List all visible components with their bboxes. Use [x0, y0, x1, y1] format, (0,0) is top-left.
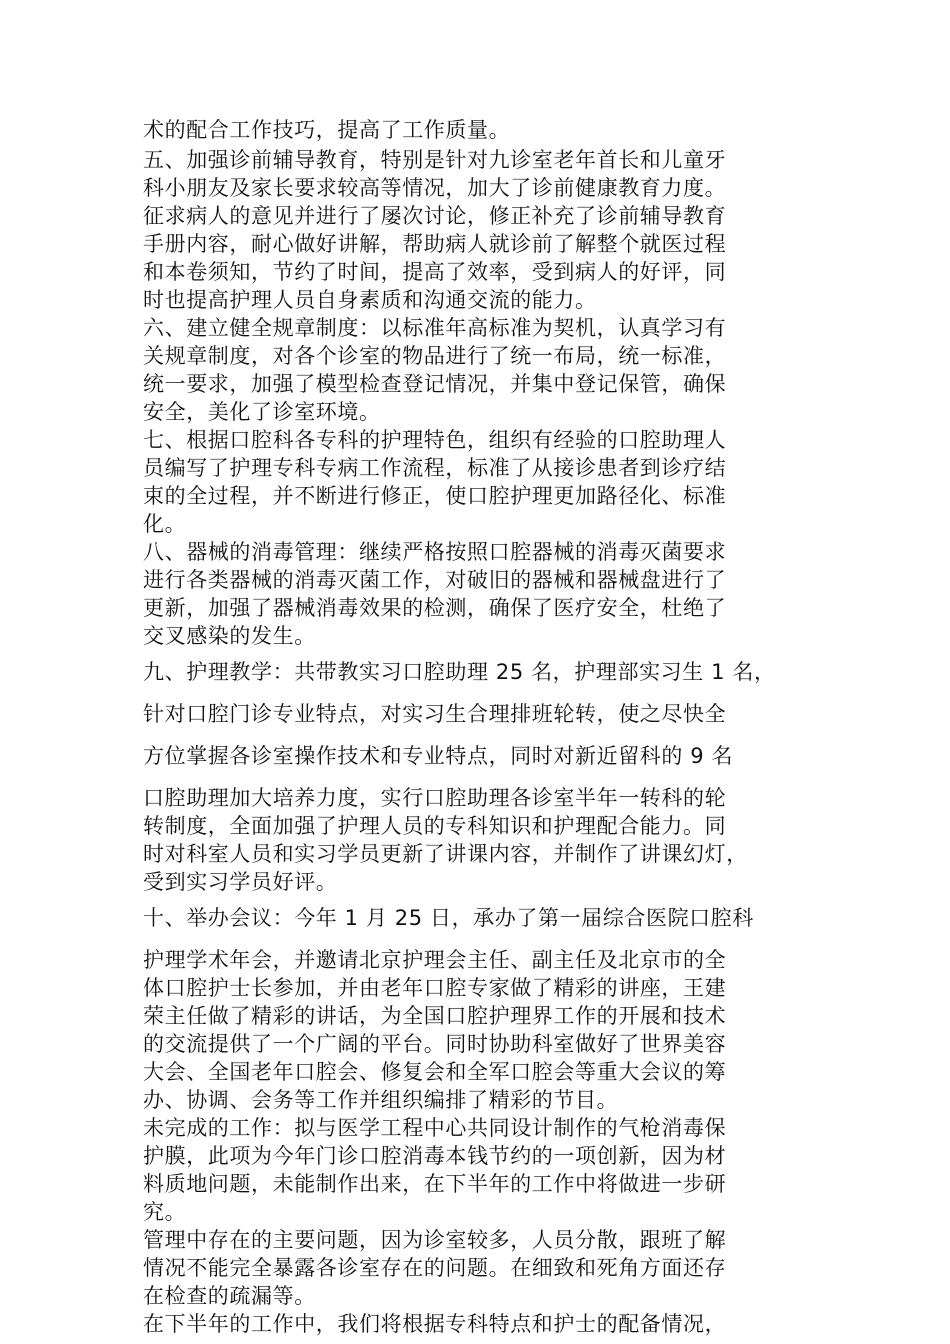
text-line: 未完成的工作：拟与医学工程中心共同设计制作的气枪消毒保	[143, 1116, 727, 1140]
text-line: 七、根据口腔科各专科的护理特色，组织有经验的口腔助理人	[143, 428, 727, 452]
text-line: 关规章制度，对各个诊室的物品进行了统一布局，统一标准，	[143, 344, 727, 368]
text-line: 护膜，此项为今年门诊口腔消毒本钱节约的一项创新，因为材	[143, 1144, 727, 1168]
text-line: 在检查的疏漏等。	[143, 1284, 316, 1308]
text-line: 束的全过程，并不断进行修正，使口腔护理更加路径化、标准	[143, 484, 727, 508]
text-line: 五、加强诊前辅导教育，特别是针对九诊室老年首长和儿童牙	[143, 148, 727, 172]
text-line: 术的配合工作技巧，提高了工作质量。	[143, 118, 511, 142]
text-line: 统一要求，加强了模型检查登记情况，并集中登记保管，确保	[143, 372, 727, 396]
text-line: 的交流提供了一个广阔的平台。同时协助科室做好了世界美容	[143, 1032, 727, 1056]
text-line: 和本卷须知，节约了时间，提高了效率，受到病人的好评，同	[143, 260, 727, 284]
text-line: 护理学术年会，并邀请北京护理会主任、副主任及北京市的全	[143, 948, 727, 972]
text-line: 员编写了护理专科专病工作流程，标准了从接诊患者到诊疗结	[143, 456, 727, 480]
text-line: 八、器械的消毒管理：继续严格按照口腔器械的消毒灭菌要求	[143, 540, 727, 564]
text-line: 更新，加强了器械消毒效果的检测，确保了医疗安全，杜绝了	[143, 596, 727, 620]
text-line: 交叉感染的发生。	[143, 624, 316, 648]
text-line: 十、举办会议：今年 1 月 25 日，承办了第一届综合医院口腔科	[143, 906, 754, 930]
text-line: 大会、全国老年口腔会、修复会和全军口腔会等重大会议的筹	[143, 1060, 727, 1084]
text-line: 口腔助理加大培养力度，实行口腔助理各诊室半年一转科的轮	[143, 786, 727, 810]
text-line: 九、护理教学：共带教实习口腔助理 25 名，护理部实习生 1 名，	[143, 660, 776, 684]
text-line: 料质地问题，未能制作出来，在下半年的工作中将做进一步研	[143, 1172, 727, 1196]
text-line: 情况不能完全暴露各诊室存在的问题。在细致和死角方面还存	[143, 1256, 727, 1280]
text-line: 受到实习学员好评。	[143, 870, 338, 894]
text-line: 时也提高护理人员自身素质和沟通交流的能力。	[143, 288, 597, 312]
text-line: 究。	[143, 1200, 187, 1224]
text-line: 六、建立健全规章制度：以标准年高标准为契机，认真学习有	[143, 316, 727, 340]
text-line: 进行各类器械的消毒灭菌工作，对破旧的器械和器械盘进行了	[143, 568, 727, 592]
text-line: 化。	[143, 512, 187, 536]
text-line: 在下半年的工作中，我们将根据专科特点和护士的配备情况，	[143, 1312, 727, 1336]
text-line: 手册内容，耐心做好讲解，帮助病人就诊前了解整个就医过程	[143, 232, 727, 256]
text-line: 安全，美化了诊室环境。	[143, 400, 381, 424]
text-line: 荣主任做了精彩的讲话，为全国口腔护理界工作的开展和技术	[143, 1004, 727, 1028]
text-line: 体口腔护士长参加，并由老年口腔专家做了精彩的讲座，王建	[143, 976, 727, 1000]
text-line: 办、协调、会务等工作并组织编排了精彩的节目。	[143, 1088, 619, 1112]
text-line: 管理中存在的主要问题，因为诊室较多，人员分散，跟班了解	[143, 1228, 727, 1252]
text-line: 科小朋友及家长要求较高等情况，加大了诊前健康教育力度。	[143, 176, 727, 200]
text-line: 针对口腔门诊专业特点，对实习生合理排班轮转，使之尽快全	[143, 702, 727, 726]
text-line: 时对科室人员和实习学员更新了讲课内容，并制作了讲课幻灯，	[143, 842, 748, 866]
text-line: 转制度，全面加强了护理人员的专科知识和护理配合能力。同	[143, 814, 727, 838]
text-line: 方位掌握各诊室操作技术和专业特点，同时对新近留科的 9 名	[143, 744, 734, 768]
text-line: 征求病人的意见并进行了屡次讨论，修正补充了诊前辅导教育	[143, 204, 727, 228]
